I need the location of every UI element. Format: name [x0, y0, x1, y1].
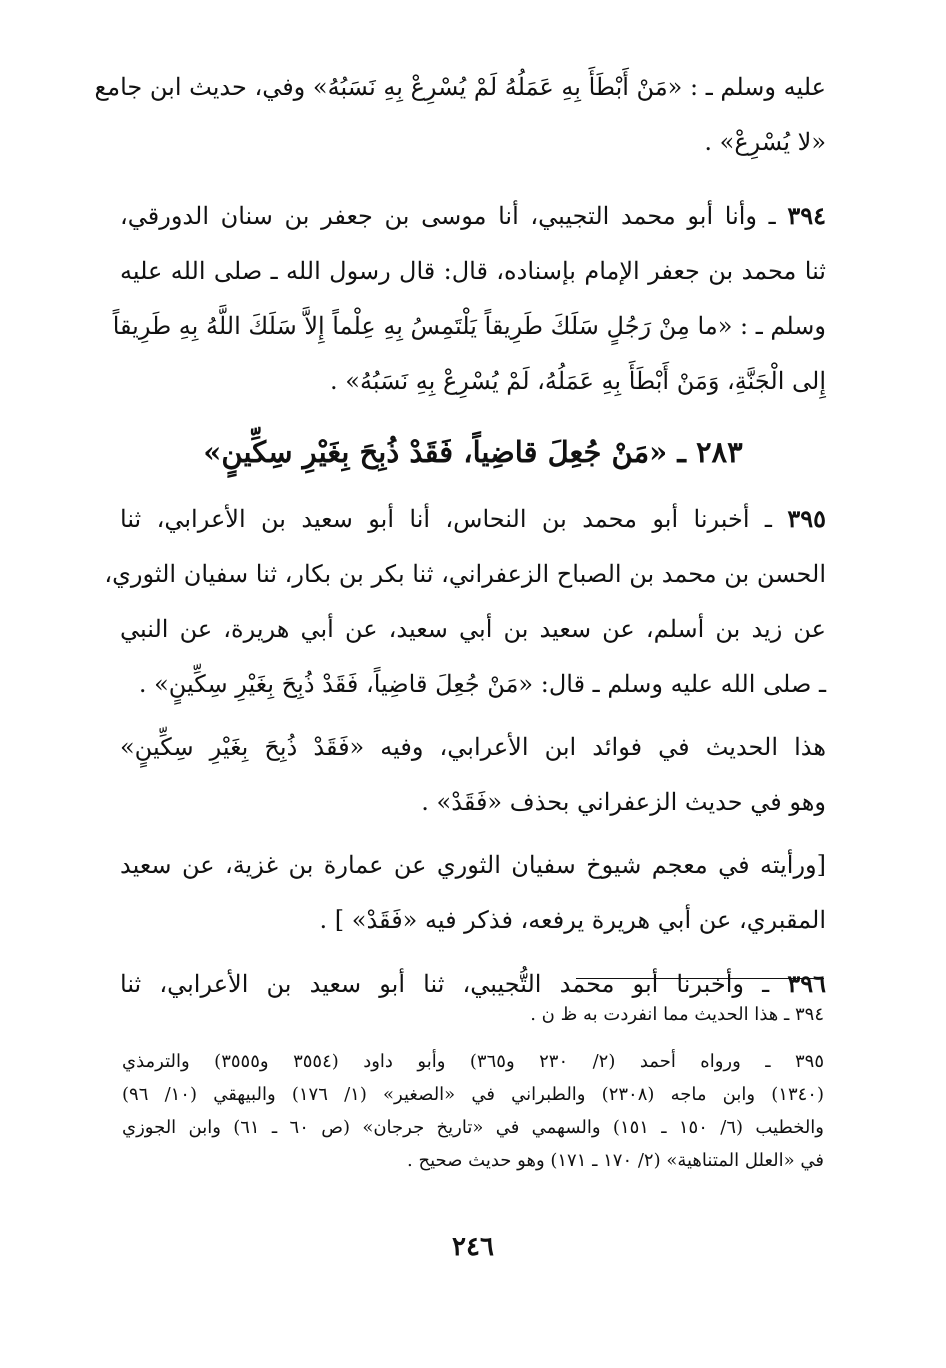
paragraph-intro — [94, 60, 826, 170]
text-line: في «العلل المتناهية» (٢/ ١٧٠ ـ ١٧١) وهو حديث صحيح . — [407, 1150, 824, 1171]
text-line: والخطيب (٦/ ١٥٠ ـ ١٥١) والسهمي في «تاريخ جرجان» (ص ٦٠ ـ ٦١) وابن الجوزي — [122, 1117, 825, 1138]
hadith-number: ٣٩٦ — [787, 969, 826, 998]
text-line — [120, 188, 826, 244]
footnotes — [122, 998, 824, 1177]
hadith-395 — [104, 491, 826, 712]
text-line: ٣٩٥ ـ ورواه أحمد (٢/ ٢٣٠ و٣٦٥) وأبو داود (٣٥٥٤ و٣٥٥٥) والترمذي — [122, 1051, 825, 1072]
text-line: هذا الحديث في فوائد ابن الأعرابي، وفيه «فَقَدْ ذُبِحَ بِغَيْرِ سِكِّينٍ» — [120, 733, 826, 761]
text-line: ٣٩٤ ـ هذا الحديث مما انفردت به ظ ن . — [530, 1004, 824, 1025]
page-number: ٢٤٦ — [452, 1232, 494, 1262]
text-line: عن زيد بن أسلم، عن سعيد بن أبي سعيد، عن أبي هريرة، عن النبي — [120, 615, 826, 643]
text-line: وهو في حديث الزعفراني بحذف «فَقَدْ» . — [421, 788, 826, 816]
text-line: وسلم ـ : «ما مِنْ رَجُلٍ سَلَكَ طَرِيقاً يَلْتَمِسُ بِهِ عِلْماً إِلاَّ سَلَكَ اللَّهُ بِهِ طَرِيقاً — [112, 312, 826, 340]
text-line — [120, 491, 826, 547]
text-line: عليه وسلم ـ : «مَنْ أَبْطَأَ بِهِ عَمَلُهُ لَمْ يُسْرِعْ بِهِ نَسَبُهُ» وفي، حديث ابن جامع — [94, 73, 826, 101]
text-line-body: ـ وأنا أبو محمد التجيبي، أنا موسى بن جعفر بن سنان الدورقي، — [120, 202, 776, 230]
text-line: ثنا محمد بن جعفر الإمام بإسناده، قال: قال رسول الله ـ صلى الله عليه — [120, 257, 826, 285]
hadith-number: ٣٩٤ — [787, 201, 826, 230]
section-heading: ٢٨٣ ـ «مَنْ جُعِلَ قاضِياً، فَقَدْ ذُبِحَ بِغَيْرِ سِكِّينٍ» — [203, 435, 743, 469]
text-line: إِلى الْجَنَّةِ، وَمَنْ أَبْطَأَ بِهِ عَمَلُهُ، لَمْ يُسْرِعْ بِهِ نَسَبُهُ» . — [330, 367, 826, 395]
hadith-394 — [112, 188, 826, 409]
text-line-body: ـ أخبرنا أبو محمد بن النحاس، أنا أبو سعيد بن الأعرابي، ثنا — [120, 505, 772, 533]
footnote-395 — [122, 1045, 824, 1177]
text-line: المقبري، عن أبي هريرة يرفعه، فذكر فيه «فَقَدْ» ] . — [319, 906, 826, 934]
commentary-paragraph — [120, 720, 826, 830]
bracketed-paragraph — [120, 838, 826, 948]
hadith-number: ٣٩٥ — [787, 504, 826, 533]
text-line: (١٣٤٠) وابن ماجه (٢٣٠٨) والطبراني في «الصغير» (١/ ١٧٦) والبيهقي (١٠/ ٩٦) — [122, 1084, 824, 1105]
footnote-394 — [122, 998, 824, 1031]
text-line: ـ صلى الله عليه وسلم ـ قال: «مَنْ جُعِلَ قاضِياً، فَقَدْ ذُبِحَ بِغَيْرِ سِكِّينٍ» . — [138, 670, 826, 698]
text-line-body: ـ وأخبرنا أبو محمد التُّجيبي، ثنا أبو سعيد بن الأعرابي، ثنا — [120, 970, 770, 998]
text-line: «لا يُسْرِعْ» . — [704, 128, 826, 156]
text-line: الحسن بن محمد بن الصباح الزعفراني، ثنا بكر بن بكار، ثنا سفيان الثوري، — [104, 560, 826, 588]
footnote-divider — [576, 978, 824, 979]
text-line: [ورأيته في معجم شيوخ سفيان الثوري عن عمارة بن غزية، عن سعيد — [120, 851, 826, 879]
